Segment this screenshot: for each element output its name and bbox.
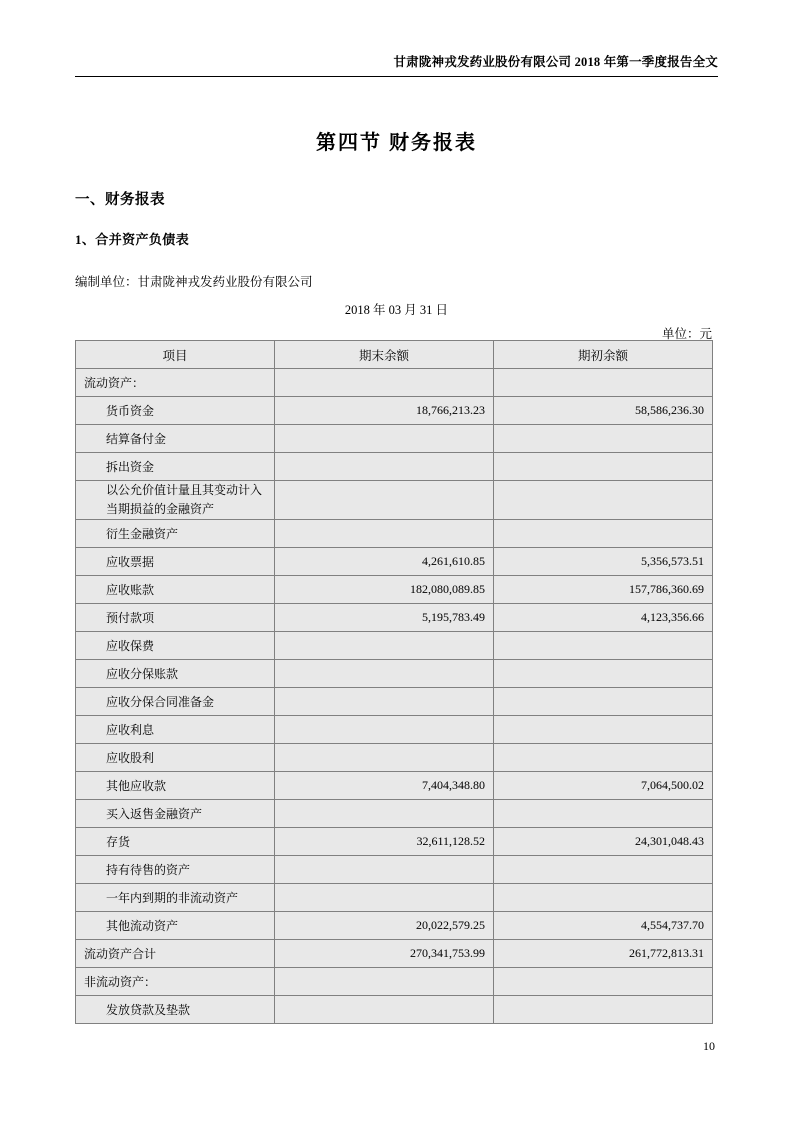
balance-sheet-table <box>75 340 713 1024</box>
row-item-label: 流动资产合计 <box>76 940 275 968</box>
row-ending-balance: 32,611,128.52 <box>275 828 494 856</box>
table-row <box>76 453 713 481</box>
row-beginning-balance <box>494 884 713 912</box>
row-item-label: 货币资金 <box>76 397 275 425</box>
row-beginning-balance <box>494 856 713 884</box>
table-row <box>76 576 713 604</box>
prepared-by-line: 编制单位：甘肃陇神戎发药业股份有限公司 <box>75 275 313 289</box>
table-row <box>76 716 713 744</box>
table-row <box>76 744 713 772</box>
row-item-label: 衍生金融资产 <box>76 520 275 548</box>
table-row <box>76 632 713 660</box>
unit-note: 单位：元 <box>661 327 712 341</box>
running-header: 甘肃陇神戎发药业股份有限公司 2018 年第一季度报告全文 <box>393 55 718 69</box>
row-ending-balance <box>275 425 494 453</box>
row-item-label: 一年内到期的非流动资产 <box>76 884 275 912</box>
row-beginning-balance: 261,772,813.31 <box>494 940 713 968</box>
row-ending-balance <box>275 856 494 884</box>
row-item-label: 应收分保账款 <box>76 660 275 688</box>
row-ending-balance <box>275 660 494 688</box>
column-header-ending-balance: 期末余额 <box>275 341 494 369</box>
row-ending-balance <box>275 481 494 520</box>
table-row <box>76 800 713 828</box>
table-row <box>76 772 713 800</box>
sub-section-title: 1、合并资产负债表 <box>75 232 190 247</box>
row-beginning-balance: 7,064,500.02 <box>494 772 713 800</box>
table-body <box>76 369 713 1024</box>
row-ending-balance <box>275 688 494 716</box>
row-ending-balance <box>275 453 494 481</box>
table-header-row <box>76 341 713 369</box>
column-header-item: 项目 <box>76 341 275 369</box>
row-beginning-balance: 24,301,048.43 <box>494 828 713 856</box>
row-ending-balance: 270,341,753.99 <box>275 940 494 968</box>
table-row <box>76 520 713 548</box>
row-ending-balance <box>275 520 494 548</box>
table-row <box>76 397 713 425</box>
row-beginning-balance: 58,586,236.30 <box>494 397 713 425</box>
row-ending-balance: 20,022,579.25 <box>275 912 494 940</box>
row-beginning-balance <box>494 716 713 744</box>
row-beginning-balance <box>494 425 713 453</box>
row-beginning-balance <box>494 996 713 1024</box>
row-ending-balance <box>275 968 494 996</box>
table-row <box>76 856 713 884</box>
row-item-label: 其他流动资产 <box>76 912 275 940</box>
row-item-label: 应收保费 <box>76 632 275 660</box>
row-ending-balance <box>275 800 494 828</box>
row-item-label: 买入返售金融资产 <box>76 800 275 828</box>
row-item-label: 应收分保合同准备金 <box>76 688 275 716</box>
row-beginning-balance: 4,554,737.70 <box>494 912 713 940</box>
row-item-label: 应收账款 <box>76 576 275 604</box>
row-beginning-balance <box>494 453 713 481</box>
row-beginning-balance: 4,123,356.66 <box>494 604 713 632</box>
row-item-label: 结算备付金 <box>76 425 275 453</box>
row-beginning-balance <box>494 369 713 397</box>
row-ending-balance: 4,261,610.85 <box>275 548 494 576</box>
section-title: 一、财务报表 <box>75 192 165 208</box>
row-item-label: 应收票据 <box>76 548 275 576</box>
header-divider <box>75 76 718 77</box>
table-row <box>76 968 713 996</box>
table-row <box>76 828 713 856</box>
row-beginning-balance: 5,356,573.51 <box>494 548 713 576</box>
row-item-label: 非流动资产： <box>76 968 275 996</box>
row-item-label: 存货 <box>76 828 275 856</box>
table-row <box>76 660 713 688</box>
table-row <box>76 481 713 520</box>
row-ending-balance <box>275 996 494 1024</box>
row-beginning-balance <box>494 968 713 996</box>
row-item-label: 流动资产： <box>76 369 275 397</box>
row-ending-balance: 182,080,089.85 <box>275 576 494 604</box>
row-beginning-balance <box>494 688 713 716</box>
row-ending-balance <box>275 884 494 912</box>
row-item-label: 预付款项 <box>76 604 275 632</box>
row-item-label: 拆出资金 <box>76 453 275 481</box>
report-date: 2018 年 03 月 31 日 <box>344 303 449 317</box>
table-row <box>76 996 713 1024</box>
row-ending-balance: 5,195,783.49 <box>275 604 494 632</box>
row-beginning-balance: 157,786,360.69 <box>494 576 713 604</box>
row-beginning-balance <box>494 481 713 520</box>
row-ending-balance <box>275 744 494 772</box>
row-item-label: 发放贷款及垫款 <box>76 996 275 1024</box>
table-row <box>76 425 713 453</box>
row-item-label: 应收股利 <box>76 744 275 772</box>
row-beginning-balance <box>494 800 713 828</box>
row-ending-balance: 7,404,348.80 <box>275 772 494 800</box>
row-beginning-balance <box>494 660 713 688</box>
chapter-title: 第四节 财务报表 <box>316 132 477 154</box>
page-number: 10 <box>703 1039 715 1053</box>
row-item-label: 应收利息 <box>76 716 275 744</box>
row-ending-balance <box>275 369 494 397</box>
row-ending-balance: 18,766,213.23 <box>275 397 494 425</box>
table-row <box>76 548 713 576</box>
table-row <box>76 604 713 632</box>
table-row <box>76 940 713 968</box>
balance-sheet-table-wrapper <box>75 340 712 1024</box>
row-item-label: 持有待售的资产 <box>76 856 275 884</box>
row-ending-balance <box>275 716 494 744</box>
table-row <box>76 912 713 940</box>
row-beginning-balance <box>494 520 713 548</box>
row-beginning-balance <box>494 744 713 772</box>
row-beginning-balance <box>494 632 713 660</box>
table-row <box>76 688 713 716</box>
table-row <box>76 884 713 912</box>
row-item-label: 其他应收款 <box>76 772 275 800</box>
row-ending-balance <box>275 632 494 660</box>
table-row <box>76 369 713 397</box>
row-item-label: 以公允价值计量且其变动计入当期损益的金融资产 <box>76 481 275 520</box>
column-header-beginning-balance: 期初余额 <box>494 341 713 369</box>
